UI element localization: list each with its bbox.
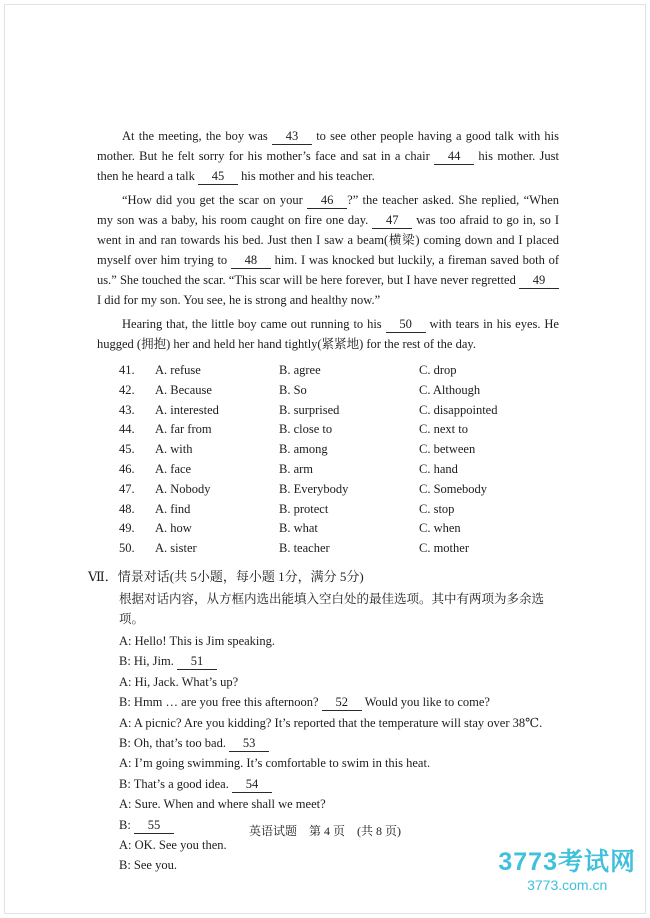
question-option-a: A. Because xyxy=(155,382,212,397)
blank-46: 46 xyxy=(307,194,347,209)
question-number: 50. xyxy=(119,541,135,556)
dialogue-line: B: Hi, Jim. 51 xyxy=(119,651,559,671)
question-number: 42. xyxy=(119,382,135,397)
dialogue-line: A: Hi, Jack. What’s up? xyxy=(119,674,239,689)
blank-49: 49 xyxy=(519,274,559,289)
passage-paragraph: “How did you get the scar on your 46 ?” the teacher asked. She replied, “When my son was a baby, his room caught on fire one day. 47 was too afraid to go in, so I went in and ran towards his bed. Just then I saw a beam(横梁) coming down and I placed myself over him trying to 48 him. I was knocked but luckily, a fireman saved both of us.” She touched the scar. “This scar will be here forever, but I have never regretted 49 I did for my son. You see, he is strong and healthy now.” xyxy=(97,193,560,307)
question-option-c: C. between xyxy=(419,442,476,457)
blank-43: 43 xyxy=(272,130,312,145)
cloze-passage xyxy=(97,126,559,354)
question-row xyxy=(119,381,559,401)
blank-51: 51 xyxy=(177,655,217,670)
blank-54: 54 xyxy=(232,778,272,793)
question-option-c: C. Although xyxy=(419,382,481,397)
blank-50: 50 xyxy=(386,318,426,333)
question-option-a: A. refuse xyxy=(155,363,201,377)
question-option-b: B. among xyxy=(279,442,328,457)
blank-45: 45 xyxy=(198,170,238,185)
question-option-a: A. how xyxy=(155,521,192,536)
question-row xyxy=(119,401,559,421)
watermark-site-url: 3773.com.cn xyxy=(527,877,608,893)
question-option-b: B. teacher xyxy=(279,541,330,556)
question-option-c: C. stop xyxy=(419,501,455,516)
dialogue-line: A: Hello! This is Jim speaking. xyxy=(119,633,276,648)
exam-page-content xyxy=(88,126,560,876)
dialogue-line: B: Oh, that’s too bad. 53 xyxy=(119,733,559,753)
question-option-a: A. find xyxy=(155,501,191,516)
question-option-b: B. protect xyxy=(279,501,329,516)
dialogue-line: A: I’m going swimming. It’s comfortable to swim in this heat. xyxy=(119,756,431,771)
question-option-c: C. drop xyxy=(419,363,457,377)
question-row xyxy=(119,460,559,480)
question-option-c: C. Somebody xyxy=(419,481,488,496)
passage-paragraph: Hearing that, the little boy came out running to his 50 with tears in his eyes. He hugged (拥抱) her and held her hand tightly(紧紧地) for the rest of the day. xyxy=(97,317,559,351)
question-option-b: B. agree xyxy=(279,363,321,377)
section-vii-instruction: 根据对话内容，从方框内选出能填入空白处的最佳选项。其中有两项为多余选项。 xyxy=(119,591,545,626)
question-option-a: A. far from xyxy=(155,422,212,437)
question-row xyxy=(119,440,559,460)
question-row xyxy=(119,361,559,381)
dialogue-line: A: OK. See you then. xyxy=(119,838,227,853)
question-option-a: A. interested xyxy=(155,402,219,417)
question-row xyxy=(119,420,559,440)
dialogue-lines xyxy=(119,631,559,876)
question-option-c: C. next to xyxy=(419,422,468,437)
question-option-b: B. arm xyxy=(279,461,314,476)
dialogue-line: B: Hmm … are you free this afternoon? 52 Would you like to come? xyxy=(119,695,490,710)
blank-55: 55 xyxy=(134,819,174,834)
question-number: 46. xyxy=(119,461,135,476)
question-option-c: C. hand xyxy=(419,461,458,476)
question-option-a: A. Nobody xyxy=(155,481,211,496)
question-option-c: C. disappointed xyxy=(419,402,498,417)
question-row xyxy=(119,480,559,500)
question-option-c: C. when xyxy=(419,521,461,536)
blank-53: 53 xyxy=(229,737,269,752)
dialogue-line: A: Sure. When and where shall we meet? xyxy=(119,797,326,812)
dialogue-line: B: That’s a good idea. 54 xyxy=(119,774,559,794)
question-number: 49. xyxy=(119,521,135,536)
page-footer: 英语试题 第 4 页 (共 8 页) xyxy=(249,824,401,838)
blank-47: 47 xyxy=(372,214,412,229)
question-row xyxy=(119,500,559,520)
question-row xyxy=(119,539,559,559)
dialogue-line: B: See you. xyxy=(119,858,177,873)
question-number: 41. xyxy=(119,363,135,377)
dialogue-line: A: A picnic? Are you kidding? It’s reported that the temperature will stay over 38℃. xyxy=(119,715,543,730)
blank-52: 52 xyxy=(322,696,362,711)
watermark xyxy=(498,848,636,893)
questions-list xyxy=(119,361,559,559)
question-option-b: B. Everybody xyxy=(279,481,349,496)
question-option-b: B. what xyxy=(279,521,318,536)
question-option-a: A. sister xyxy=(155,541,197,556)
section-vii-title: Ⅶ．情景对话(共 5小题，每小题 1分，满分 5分) xyxy=(88,568,364,584)
blank-48: 48 xyxy=(231,254,271,269)
question-option-a: A. with xyxy=(155,442,193,457)
question-option-c: C. mother xyxy=(419,541,469,556)
question-number: 48. xyxy=(119,501,135,516)
question-number: 44. xyxy=(119,422,135,437)
question-number: 47. xyxy=(119,481,135,496)
question-option-b: B. So xyxy=(279,382,307,397)
question-option-b: B. surprised xyxy=(279,402,340,417)
blank-44: 44 xyxy=(434,150,474,165)
question-number: 45. xyxy=(119,442,135,457)
dialogue-line: B: 55 xyxy=(119,815,559,835)
question-number: 43. xyxy=(119,402,135,417)
question-option-a: A. face xyxy=(155,461,192,476)
question-row xyxy=(119,519,559,539)
question-option-b: B. close to xyxy=(279,422,333,437)
watermark-site-name: 3773考试网 xyxy=(498,848,636,876)
passage-paragraph: At the meeting, the boy was 43 to see other people having a good talk with his mother. But he felt sorry for his mother’s face and sat in a chair 44 his mother. Just then he heard a talk 45 his mother and his teacher. xyxy=(97,129,560,183)
